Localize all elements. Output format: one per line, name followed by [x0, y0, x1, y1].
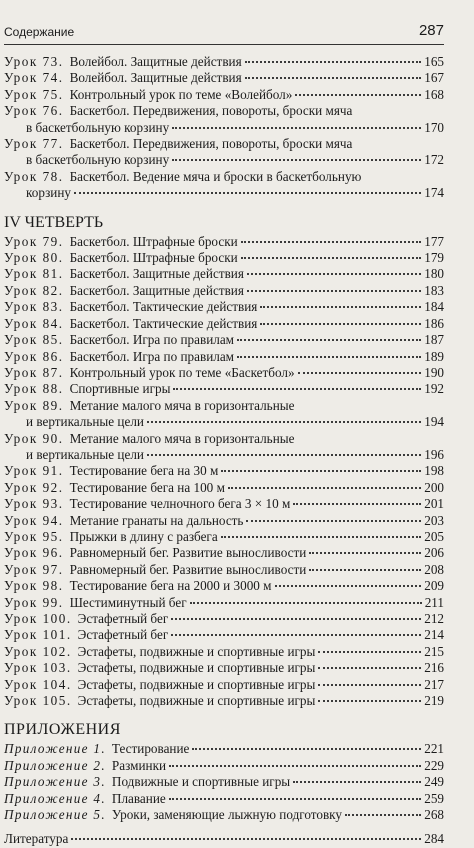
- toc-entry: [4, 644, 444, 660]
- dot-leader: [247, 289, 421, 292]
- entry-page: 284: [424, 831, 444, 847]
- table-of-contents: [4, 54, 444, 848]
- entry-title: Баскетбол. Штрафные броски: [69, 233, 238, 249]
- entry-label: Урок 81.: [4, 266, 64, 282]
- entry-label: Приложение 2.: [4, 757, 106, 773]
- entry-line: [4, 513, 444, 529]
- entry-line: [4, 283, 444, 299]
- entry-line: [4, 152, 444, 168]
- entry-line: [4, 677, 444, 693]
- entry-line: [4, 807, 444, 823]
- entry-line: [4, 316, 444, 332]
- entry-title: Метание гранаты на дальность: [69, 512, 244, 528]
- entry-title: Волейбол. Защитные действия: [69, 54, 242, 69]
- entry-line: [4, 496, 444, 512]
- entry-label: Урок 80.: [4, 250, 64, 266]
- dot-leader: [247, 272, 421, 275]
- lessons-block-iv: [4, 234, 444, 710]
- entry-line: [4, 414, 444, 430]
- entry-label: Урок 95.: [4, 528, 64, 544]
- dot-leader: [172, 126, 421, 129]
- entry-title: Равномерный бег. Развитие выносливости: [69, 561, 307, 577]
- dot-leader: [74, 191, 421, 194]
- appendix-heading: ПРИЛОЖЕНИЯ: [4, 721, 121, 739]
- entry-line: [4, 431, 444, 447]
- entry-title: Эстафетный бег: [77, 611, 169, 626]
- entry-title: Эстафеты, подвижные и спортивные игры: [77, 660, 316, 676]
- entry-line: [4, 103, 444, 119]
- entry-line: [4, 120, 444, 136]
- entry-title: Прыжки в длину с разбега: [69, 528, 218, 544]
- entry-line: [4, 791, 444, 807]
- entry-line: [4, 299, 444, 315]
- toc-entry: [4, 758, 444, 774]
- toc-entry: [4, 349, 444, 365]
- entry-label: Урок 101.: [4, 627, 72, 643]
- entry-label: Урок 94.: [4, 512, 64, 528]
- entry-line: [4, 349, 444, 365]
- entry-line: [4, 611, 444, 627]
- dot-leader: [295, 93, 421, 96]
- entry-page: 170: [424, 119, 444, 135]
- entry-page: 190: [424, 364, 444, 380]
- toc-entry: [4, 513, 444, 529]
- entry-title: Волейбол. Защитные действия: [69, 70, 242, 86]
- entry-title: в баскетбольную корзину: [26, 152, 170, 168]
- dot-leader: [147, 420, 421, 423]
- dot-leader: [237, 338, 421, 341]
- entry-line: [4, 774, 444, 790]
- entry-line: [4, 480, 444, 496]
- dot-leader: [298, 371, 422, 374]
- entry-title: Баскетбол. Штрафные броски: [69, 250, 238, 266]
- entry-page: 216: [424, 660, 444, 676]
- entry-title: Уроки, заменяющие лыжную подготовку: [111, 807, 342, 823]
- entry-label: Урок 99.: [4, 594, 64, 610]
- entry-page: 205: [424, 528, 444, 544]
- entry-title: и вертикальные цели: [26, 446, 144, 462]
- toc-entry: [4, 136, 444, 169]
- entry-label: Урок 77.: [4, 136, 64, 152]
- toc-entry: [4, 332, 444, 348]
- entry-label: Приложение 3.: [4, 774, 106, 790]
- entry-label: Урок 98.: [4, 578, 64, 594]
- entry-page: 189: [424, 348, 444, 364]
- toc-entry: [4, 431, 444, 464]
- entry-line: [4, 644, 444, 660]
- toc-entry: [4, 774, 444, 790]
- entry-label: Урок 84.: [4, 315, 64, 331]
- dot-leader: [171, 633, 421, 636]
- entry-line: [4, 741, 444, 757]
- dot-leader: [309, 551, 421, 554]
- toc-entry: [4, 299, 444, 315]
- entry-title: Тестирование бега на 2000 и 3000 м: [69, 578, 272, 594]
- entry-page: 184: [424, 299, 444, 315]
- entry-page: 268: [424, 807, 444, 823]
- entry-title: Шестиминутный бег: [69, 594, 187, 610]
- entry-label: Урок 82.: [4, 282, 64, 298]
- entry-line: [4, 381, 444, 397]
- entry-title: Баскетбол. Защитные действия: [69, 282, 244, 298]
- entry-title: Разминки: [111, 757, 167, 773]
- toc-entry: [4, 545, 444, 561]
- entry-page: 211: [424, 594, 444, 610]
- entry-title: Эстафеты, подвижные и спортивные игры: [77, 693, 316, 709]
- entry-title: Эстафеты, подвижные и спортивные игры: [77, 676, 316, 692]
- entry-label: Урок 75.: [4, 86, 64, 102]
- running-header: [4, 24, 444, 45]
- dot-leader: [237, 355, 421, 358]
- entry-title: Баскетбол. Передвижения, повороты, броски мяча: [69, 136, 353, 152]
- entry-line: [4, 70, 444, 86]
- entry-page: 259: [424, 790, 444, 806]
- entry-label: Урок 93.: [4, 496, 64, 512]
- entry-line: [4, 185, 444, 201]
- lessons-block-iii: [4, 54, 444, 202]
- entry-label: Урок 79.: [4, 233, 64, 249]
- entry-line: [4, 136, 444, 152]
- dot-leader: [190, 601, 422, 604]
- toc-entry: [4, 54, 444, 70]
- entry-title: Тестирование челночного бега 3 × 10 м: [69, 496, 291, 512]
- entry-title: Метание малого мяча в горизонтальные: [69, 430, 295, 446]
- entry-page: 221: [424, 741, 444, 757]
- entry-line: [4, 54, 444, 70]
- dot-leader: [221, 469, 421, 472]
- toc-entry: [4, 578, 444, 594]
- entry-title: Баскетбол. Тактические действия: [69, 315, 258, 331]
- dot-leader: [147, 453, 421, 456]
- entry-title: Равномерный бег. Развитие выносливости: [69, 545, 307, 561]
- toc-entry: [4, 791, 444, 807]
- toc-entry: [4, 381, 444, 397]
- entry-label: Приложение 4.: [4, 790, 106, 806]
- toc-entry: [4, 660, 444, 676]
- entry-line: [4, 87, 444, 103]
- entry-page: 214: [424, 627, 444, 643]
- toc-entry: [4, 693, 444, 709]
- entry-page: 183: [424, 282, 444, 298]
- dot-leader: [169, 797, 421, 800]
- toc-entry: [4, 250, 444, 266]
- entry-page: 180: [424, 266, 444, 282]
- entry-title: Контрольный урок по теме «Баскетбол»: [69, 364, 295, 380]
- entry-line: [4, 250, 444, 266]
- entry-title: Метание малого мяча в горизонтальные: [69, 397, 295, 413]
- entry-page: 194: [424, 414, 444, 430]
- entry-line: [4, 332, 444, 348]
- entry-line: [4, 595, 444, 611]
- entry-page: 174: [424, 185, 444, 201]
- entry-label: Урок 83.: [4, 299, 64, 315]
- entry-title: Спортивные игры: [69, 381, 171, 397]
- entry-page: 179: [424, 250, 444, 266]
- entry-page: 229: [424, 757, 444, 773]
- entry-label: Урок 89.: [4, 397, 64, 413]
- entry-label: Урок 73.: [4, 54, 64, 69]
- entry-label: Урок 105.: [4, 693, 72, 709]
- entry-label: Урок 103.: [4, 660, 72, 676]
- toc-entry: [4, 611, 444, 627]
- entry-line: [4, 447, 444, 463]
- dot-leader: [318, 666, 421, 669]
- quarter-heading: IV ЧЕТВЕРТЬ: [4, 213, 104, 231]
- entry-page: 172: [424, 152, 444, 168]
- entry-page: 196: [424, 446, 444, 462]
- entry-label: Урок 90.: [4, 430, 64, 446]
- dot-leader: [71, 837, 421, 840]
- entry-label: Урок 86.: [4, 348, 64, 364]
- toc-entry: [4, 365, 444, 381]
- entry-title: Тестирование: [111, 741, 190, 757]
- entry-label: Урок 102.: [4, 643, 72, 659]
- dot-leader: [318, 683, 421, 686]
- dot-leader: [173, 387, 421, 390]
- entry-label: Урок 78.: [4, 168, 64, 184]
- dot-leader: [171, 617, 421, 620]
- toc-entry: [4, 234, 444, 250]
- entry-page: 212: [424, 611, 444, 626]
- toc-entry: [4, 283, 444, 299]
- entry-line: [4, 529, 444, 545]
- entry-page: 215: [424, 643, 444, 659]
- entry-title: Баскетбол. Защитные действия: [69, 266, 244, 282]
- entry-line: [4, 758, 444, 774]
- entry-label: Урок 88.: [4, 381, 64, 397]
- toc-entry: [4, 627, 444, 643]
- entry-page: 187: [424, 332, 444, 348]
- entry-title: Баскетбол. Игра по правилам: [69, 332, 235, 348]
- entry-title: Литература: [4, 831, 69, 847]
- dot-leader: [260, 322, 421, 325]
- entry-line: [4, 169, 444, 185]
- entry-title: Баскетбол. Передвижения, повороты, броски мяча: [69, 103, 353, 119]
- dot-leader: [260, 305, 421, 308]
- entry-label: Урок 104.: [4, 676, 72, 692]
- entry-label: Урок 96.: [4, 545, 64, 561]
- entry-line: [4, 398, 444, 414]
- dot-leader: [245, 60, 422, 63]
- toc-entry: [4, 529, 444, 545]
- entry-line: [4, 578, 444, 594]
- entry-title: Тестирование бега на 100 м: [69, 479, 225, 495]
- entry-page: 208: [424, 561, 444, 577]
- entry-line: [4, 660, 444, 676]
- entry-title: Тестирование бега на 30 м: [69, 463, 219, 479]
- dot-leader: [345, 813, 421, 816]
- toc-entry: [4, 463, 444, 479]
- entry-line: [4, 693, 444, 709]
- entry-label: Урок 92.: [4, 479, 64, 495]
- entry-page: 165: [424, 54, 444, 69]
- entry-page: 192: [424, 381, 444, 397]
- toc-entry: [4, 595, 444, 611]
- entry-label: Приложение 1.: [4, 741, 106, 757]
- toc-entry: [4, 677, 444, 693]
- entry-title: Эстафетный бег: [77, 627, 169, 643]
- entry-page: 168: [424, 86, 444, 102]
- entry-page: 177: [424, 233, 444, 249]
- entry-title: Контрольный урок по теме «Волейбол»: [69, 86, 293, 102]
- entry-page: 209: [424, 578, 444, 594]
- dot-leader: [221, 535, 422, 538]
- section-title: Содержание: [4, 25, 75, 39]
- dot-leader: [245, 76, 422, 79]
- toc-entry: [4, 398, 444, 431]
- entry-label: Урок 85.: [4, 332, 64, 348]
- entry-title: корзину: [26, 185, 72, 201]
- entry-page: 201: [424, 496, 444, 512]
- dot-leader: [318, 650, 421, 653]
- toc-entry: [4, 496, 444, 512]
- entry-title: Баскетбол. Игра по правилам: [69, 348, 235, 364]
- toc-entry: [4, 103, 444, 136]
- toc-entry: [4, 266, 444, 282]
- entry-page: 200: [424, 479, 444, 495]
- entry-line: [4, 234, 444, 250]
- toc-entry: [4, 70, 444, 86]
- entry-title: Баскетбол. Тактические действия: [69, 299, 258, 315]
- toc-entry: [4, 87, 444, 103]
- entry-label: Урок 100.: [4, 611, 72, 626]
- toc-entry: [4, 169, 444, 202]
- entry-page: 186: [424, 315, 444, 331]
- entry-title: Баскетбол. Ведение мяча и броски в баскетбольную: [69, 168, 362, 184]
- entry-line: [4, 545, 444, 561]
- entry-title: Эстафеты, подвижные и спортивные игры: [77, 643, 316, 659]
- toc-entry: [4, 562, 444, 578]
- entry-line: [4, 266, 444, 282]
- entry-page: 219: [424, 693, 444, 709]
- entry-title: и вертикальные цели: [26, 414, 144, 430]
- toc-entry: [4, 316, 444, 332]
- entry-page: 167: [424, 70, 444, 86]
- entry-label: Урок 97.: [4, 561, 64, 577]
- entry-page: 206: [424, 545, 444, 561]
- dot-leader: [318, 699, 421, 702]
- dot-leader: [246, 519, 421, 522]
- entry-line: [4, 365, 444, 381]
- entry-page: 203: [424, 512, 444, 528]
- dot-leader: [275, 584, 422, 587]
- page-number: 287: [418, 22, 444, 39]
- entry-page: 198: [424, 463, 444, 479]
- dot-leader: [172, 158, 421, 161]
- entry-page: 249: [424, 774, 444, 790]
- entry-label: Урок 74.: [4, 70, 64, 86]
- dot-leader: [293, 502, 421, 505]
- dot-leader: [169, 764, 421, 767]
- toc-entry: [4, 480, 444, 496]
- dot-leader: [309, 568, 421, 571]
- entry-line: [4, 562, 444, 578]
- dot-leader: [293, 780, 421, 783]
- toc-entry-literature: [4, 831, 444, 847]
- entry-label: Приложение 5.: [4, 807, 106, 823]
- dot-leader: [228, 486, 421, 489]
- toc-entry: [4, 807, 444, 823]
- entry-line: [4, 627, 444, 643]
- entry-title: в баскетбольную корзину: [26, 119, 170, 135]
- appendices-block: [4, 741, 444, 823]
- entry-line: [4, 463, 444, 479]
- entry-title: Плавание: [111, 790, 166, 806]
- entry-title: Подвижные и спортивные игры: [111, 774, 291, 790]
- dot-leader: [192, 747, 421, 750]
- toc-entry: [4, 741, 444, 757]
- entry-label: Урок 76.: [4, 103, 64, 119]
- entry-label: Урок 87.: [4, 364, 64, 380]
- entry-label: Урок 91.: [4, 463, 64, 479]
- dot-leader: [241, 240, 422, 243]
- dot-leader: [241, 256, 422, 259]
- entry-page: 217: [424, 676, 444, 692]
